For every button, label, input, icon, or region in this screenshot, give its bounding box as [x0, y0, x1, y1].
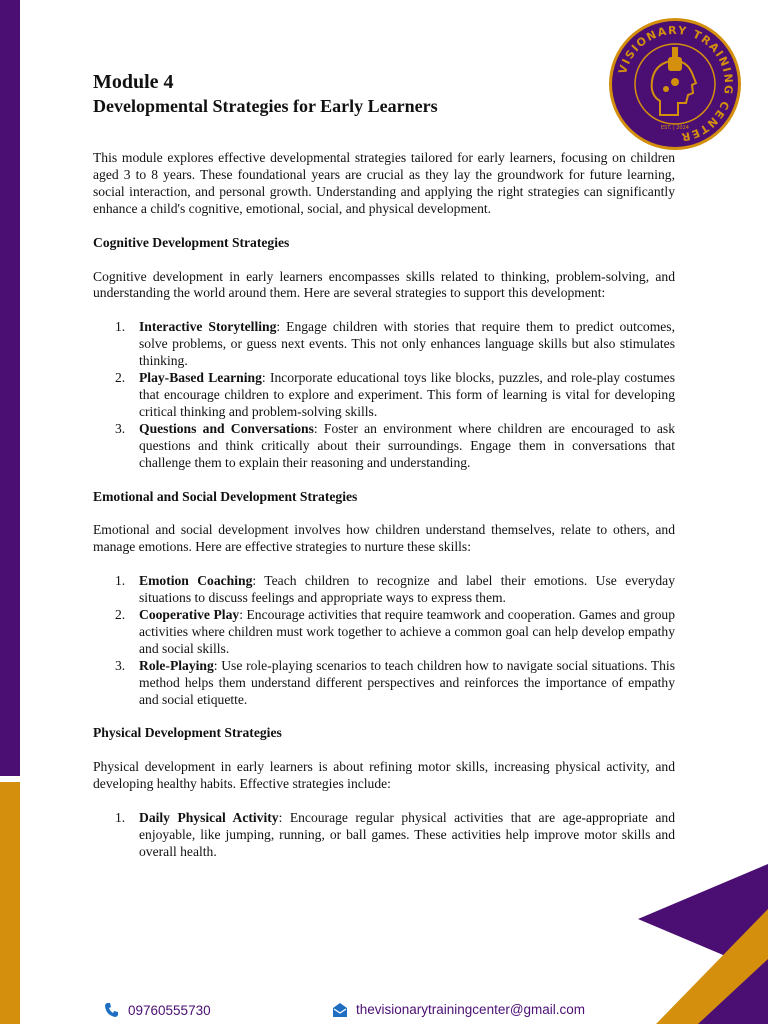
footer-email: [332, 1002, 585, 1017]
module-subtitle: Developmental Strategies for Early Learners: [93, 96, 438, 116]
list-item: 3. Role-Playing: Use role-playing scenarios to teach children how to navigate social situations. This method helps them understand different perspectives and reinforces the importance of empathy and social etiquette.: [115, 657, 675, 707]
intro-paragraph: This module explores effective developmental strategies tailored for early learners, focusing on children aged 3 to 8 years. These foundational years are crucial as they lay the groundwork for future learning, social interaction, and personal growth. Understanding and applying the right strategies can significantly enhance a child's cognitive, emotional, social, and physical development.: [93, 150, 675, 216]
list-item: 1. Emotion Coaching: Teach children to recognize and label their emotions. Use everyday situations to discuss feelings and appropriate ways to express them.: [115, 573, 676, 606]
footer-phone: [104, 1002, 211, 1018]
mail-icon: [332, 1003, 348, 1017]
list-item: 1. Daily Physical Activity: Encourage regular physical activities that are age-appropriate and enjoyable, like jumping, running, or ball games. These activities help improve motor skills and overall health.: [115, 810, 676, 859]
section-heading-cognitive: Cognitive Development Strategies: [93, 234, 290, 250]
section-intro-emotional-social: Emotional and social development involves how children understand themselves, relate to others, and manage emotions. Here are effective strategies to nurture these skills:: [93, 522, 675, 555]
logo-est-text: EST. | 2024: [661, 125, 689, 131]
phone-icon: [104, 1002, 120, 1018]
phone-number: 09760555730: [128, 1002, 211, 1018]
section-heading-emotional-social: Emotional and Social Development Strategies: [93, 488, 358, 504]
strategy-list-physical: [93, 810, 675, 861]
section-intro-cognitive: Cognitive development in early learners encompasses skills related to thinking, problem-solving, and understanding the world around them. Here are several strategies to support this development:: [93, 268, 675, 301]
strategy-list-emotional-social: [93, 573, 675, 708]
document-body: [93, 150, 675, 861]
email-address[interactable]: thevisionarytrainingcenter@gmail.com: [356, 1002, 586, 1017]
list-item: 2. Play-Based Learning: Incorporate educational toys like blocks, puzzles, and role-play costumes that encourage children to explore and experiment. This form of learning is vital for developing critical thinking and problem-solving skills.: [115, 370, 675, 419]
list-item: 2. Cooperative Play: Encourage activities that require teamwork and cooperation. Games and group activities where children must work together to achieve a common goal can help develop empathy and social skills.: [115, 607, 675, 656]
left-accent-bar-purple: [0, 0, 20, 776]
list-item: 1. Interactive Storytelling: Engage children with stories that require them to predict outcomes, solve problems, or guess next events. This not only enhances language skills but also stimulates thinking.: [115, 319, 675, 369]
left-accent-bar-gold: [0, 782, 20, 1024]
corner-decoration: [638, 864, 768, 1024]
list-item: 3. Questions and Conversations: Foster an environment where children are encouraged to ask questions and think critically about their surroundings. Engage them in conversations that challenge them to explain their reasoning and understanding.: [115, 420, 676, 470]
section-intro-physical: Physical development in early learners is about refining motor skills, increasing physical activity, and developing healthy habits. Effective strategies include:: [93, 759, 675, 792]
module-title: Module 4: [93, 71, 174, 93]
section-heading-physical: Physical Development Strategies: [93, 725, 282, 741]
strategy-list-cognitive: [93, 319, 675, 471]
visionary-training-center-logo-icon: [608, 17, 742, 151]
logo-ring-text: VISIONARY TRAINING CENTER: [616, 23, 736, 144]
